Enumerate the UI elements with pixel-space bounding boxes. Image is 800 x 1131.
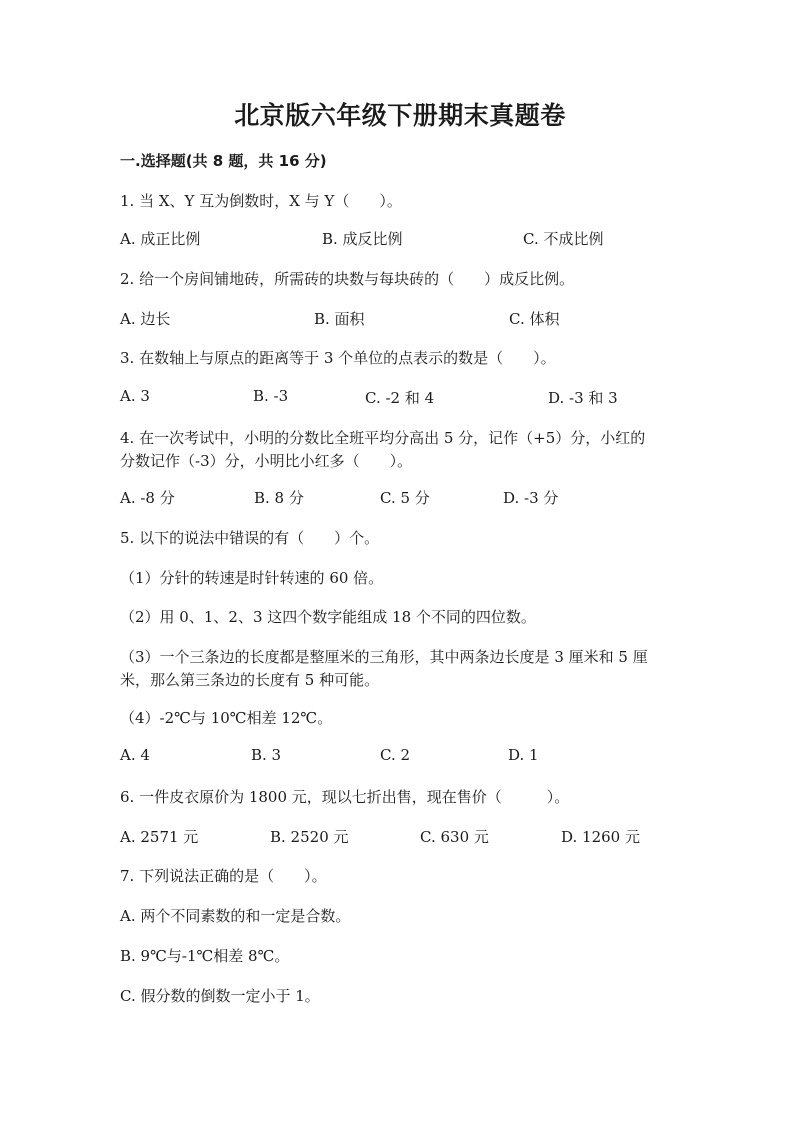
question-5-option-a: A. 4 xyxy=(120,746,150,764)
question-5-statement-1: （1）分针的转速是时针转速的 60 倍。 xyxy=(120,569,384,587)
question-3-option-b: B. -3 xyxy=(253,387,289,405)
question-3-option-d: D. -3 和 3 xyxy=(548,389,618,407)
question-5-statement-3-line-2: 米，那么第三条边的长度有 5 种可能。 xyxy=(120,671,380,689)
question-1-stem: 1. 当 X、Y 互为倒数时，X 与 Y（ ）。 xyxy=(120,192,402,210)
question-5-stem: 5. 以下的说法中错误的有（ ）个。 xyxy=(120,529,380,547)
page-title: 北京版六年级下册期末真题卷 xyxy=(234,101,566,130)
question-5-statement-4: （4）-2℃与 10℃相差 12℃。 xyxy=(120,709,333,727)
question-2-stem: 2. 给一个房间铺地砖，所需砖的块数与每块砖的（ ）成反比例。 xyxy=(120,270,575,288)
question-7-option-b: B. 9℃与-1℃相差 8℃。 xyxy=(120,947,290,965)
question-6-option-d: D. 1260 元 xyxy=(561,828,640,846)
question-1-option-c: C. 不成比例 xyxy=(523,230,604,248)
question-5-option-b: B. 3 xyxy=(251,746,282,764)
question-4-option-a: A. -8 分 xyxy=(120,489,175,507)
question-2-option-b: B. 面积 xyxy=(314,310,365,328)
question-7-option-c: C. 假分数的倒数一定小于 1。 xyxy=(120,987,320,1005)
question-5-statement-2: （2）用 0、1、2、3 这四个数字能组成 18 个不同的四位数。 xyxy=(120,608,536,626)
question-6-option-a: A. 2571 元 xyxy=(120,828,199,846)
question-2-option-c: C. 体积 xyxy=(509,310,560,328)
section-heading: 一.选择题(共 8 题，共 16 分) xyxy=(120,152,327,170)
question-5-statement-3-line-1: （3）一个三条边的长度都是整厘米的三角形，其中两条边长度是 3 厘米和 5 厘 xyxy=(120,648,648,666)
question-6-option-c: C. 630 元 xyxy=(420,828,489,846)
question-4-option-c: C. 5 分 xyxy=(380,489,430,507)
question-1-option-a: A. 成正比例 xyxy=(120,230,201,248)
question-2-option-a: A. 边长 xyxy=(120,310,171,328)
question-6-option-b: B. 2520 元 xyxy=(270,828,349,846)
question-4-option-d: D. -3 分 xyxy=(503,489,559,507)
question-3-option-c: C. -2 和 4 xyxy=(365,389,435,407)
question-3-stem: 3. 在数轴上与原点的距离等于 3 个单位的点表示的数是（ ）。 xyxy=(120,349,556,367)
question-3-option-a: A. 3 xyxy=(120,387,150,405)
question-5-option-c: C. 2 xyxy=(380,746,411,764)
question-4-option-b: B. 8 分 xyxy=(254,489,304,507)
question-5-option-d: D. 1 xyxy=(508,746,539,764)
question-6-stem: 6. 一件皮衣原价为 1800 元，现以七折出售，现在售价（ ）。 xyxy=(120,788,570,806)
question-4-stem-line-2: 分数记作（-3）分，小明比小红多（ ）。 xyxy=(120,452,413,470)
question-1-option-b: B. 成反比例 xyxy=(322,230,403,248)
question-4-stem-line-1: 4. 在一次考试中，小明的分数比全班平均分高出 5 分，记作（+5）分，小红的 xyxy=(120,429,646,447)
question-7-option-a: A. 两个不同素数的和一定是合数。 xyxy=(120,907,351,925)
question-7-stem: 7. 下列说法正确的是（ ）。 xyxy=(120,867,327,885)
